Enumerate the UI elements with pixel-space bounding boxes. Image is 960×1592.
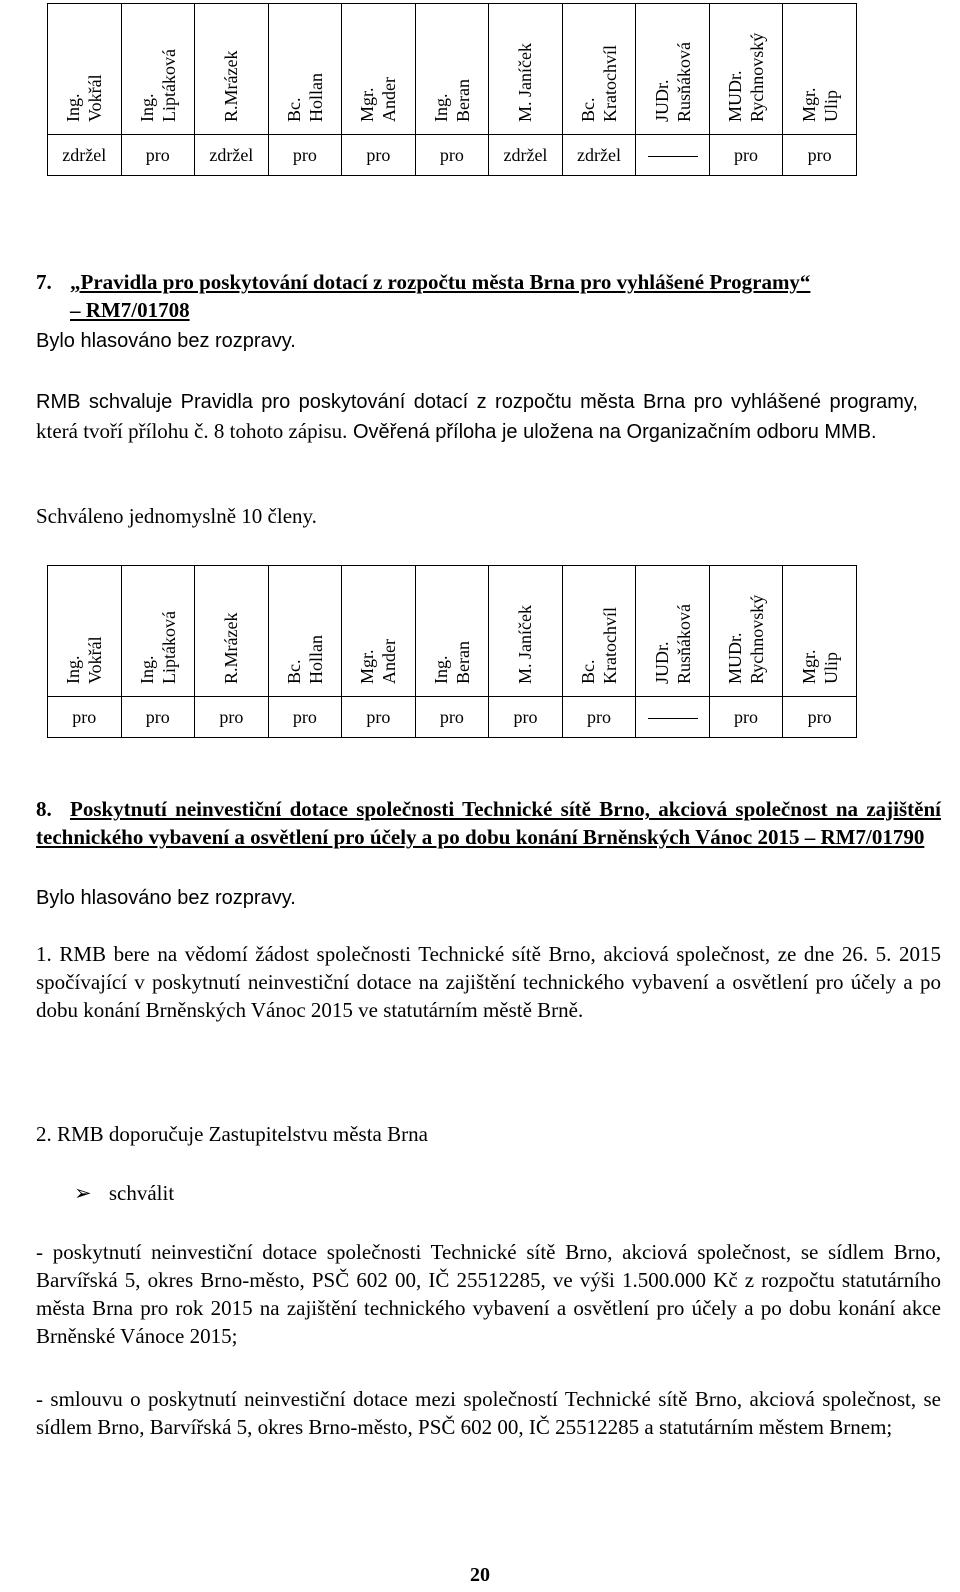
voter-name-part: MUDr. (725, 70, 746, 122)
voter-name-cell (342, 4, 416, 135)
vote-value: pro (709, 697, 783, 738)
item7-resolution-a: RMB schvaluje Pravidla pro poskytování dotací z rozpočtu města Brna pro vyhlášené programy, (36, 391, 918, 413)
vote-value: pro (121, 697, 195, 738)
vote-value: pro (268, 135, 342, 176)
voter-name-cell (636, 566, 710, 697)
vote-table-1 (47, 3, 857, 176)
vote-value: pro (415, 135, 489, 176)
voter-name-part: Ing. (63, 93, 84, 122)
item7-resolution-b: která tvoří přílohu č. 8 tohoto zápisu. (36, 419, 348, 443)
voter-name-part: Ulip (820, 651, 841, 684)
vote-value: pro (783, 697, 857, 738)
vote-value: zdržel (48, 135, 122, 176)
voter-name-cell (121, 566, 195, 697)
voter-name-cell (342, 566, 416, 697)
voter-name-cell (195, 4, 269, 135)
vote-value: zdržel (489, 135, 563, 176)
item8-note: Bylo hlasováno bez rozpravy. (36, 887, 296, 909)
voter-name-part: Liptáková (158, 611, 179, 684)
voter-name-cell (268, 566, 342, 697)
voter-name-part: Ing. (430, 93, 451, 122)
voter-name-cell (783, 566, 857, 697)
voter-name-cell (636, 4, 710, 135)
voter-name-part: Ander (379, 77, 400, 122)
item8-paragraph-2: 2. RMB doporučuje Zastupitelstvu města Brna (36, 1122, 428, 1146)
voter-name-part: Bc. (283, 97, 304, 122)
voter-name-part: Rychnovský (747, 32, 768, 122)
vote-value: pro (48, 697, 122, 738)
item7-note: Bylo hlasováno bez rozpravy. (36, 330, 296, 352)
page-number: 20 (470, 1564, 490, 1586)
voter-name-part: Liptáková (158, 49, 179, 122)
voter-name-cell (562, 566, 636, 697)
voter-name-cell (121, 4, 195, 135)
vote-value: pro (342, 697, 416, 738)
voter-name-part: Bc. (577, 97, 598, 122)
voter-name-part: Rusňáková (673, 42, 694, 122)
item8-title: Poskytnutí neinvestiční dotace společnosti Technické sítě Brno, akciová společnost na zajištění technického vybavení a osvětlení pro účely a po dobu konání Brněnských Vánoc 2015 – RM7/01790 (36, 797, 941, 849)
item7-result: Schváleno jednomyslně 10 členy. (36, 504, 317, 528)
voter-name-part: JUDr. (651, 79, 672, 122)
voter-name-cell (489, 4, 563, 135)
item7-number: 7. (36, 270, 52, 294)
vote-value: pro (709, 135, 783, 176)
vote-value: pro (489, 697, 563, 738)
item8-paragraph-3: - poskytnutí neinvestiční dotace společnosti Technické sítě Brno, akciová společnost, se sídlem Brno, Barvířská 5, okres Brno-město, PSČ 602 00, IČ 25512285, ve výši 1.500.000 Kč z rozpočtu statutárního města Brna pro rok 2015 na zajištění technického vybavení a osvětlení pro účely a po dobu konání akce Brněnské Vánoce 2015; (36, 1240, 941, 1348)
voter-name-part: Beran (452, 641, 473, 684)
vote-table-2 (47, 565, 857, 738)
vote-table-names-row (48, 566, 857, 697)
vote-value: zdržel (562, 135, 636, 176)
voter-name-part: Ing. (136, 93, 157, 122)
voter-name-part: Rusňáková (673, 604, 694, 684)
voter-name-part: Mgr. (798, 87, 819, 122)
vote-value: pro (342, 135, 416, 176)
vote-dash-text (698, 145, 699, 146)
vote-dash (648, 718, 698, 719)
item8-heading (36, 795, 941, 851)
vote-value: pro (121, 135, 195, 176)
item8-bullet (74, 1179, 956, 1207)
voter-name-part: Vokřál (85, 636, 106, 684)
voter-name-part: Hollan (305, 73, 326, 122)
voter-name-part: MUDr. (725, 632, 746, 684)
vote-table-names-row (48, 4, 857, 135)
voter-name-cell (195, 566, 269, 697)
arrow-bullet-icon: ➢ (74, 1181, 92, 1205)
vote-dash (648, 156, 698, 157)
item7-title: „Pravidla pro poskytování dotací z rozpočtu města Brna pro vyhlášené Programy“ (70, 270, 811, 294)
voter-name-part: Ander (379, 639, 400, 684)
voter-name-part: Ulip (820, 89, 841, 122)
voter-name-part: R.Mrázek (221, 50, 242, 122)
voter-name-cell (415, 566, 489, 697)
voter-name-part: M. Janíček (515, 605, 536, 684)
voter-name-cell (489, 566, 563, 697)
voter-name-part: Bc. (577, 659, 598, 684)
item7-resolution (36, 387, 918, 447)
voter-name-cell (709, 566, 783, 697)
item8-paragraph-4: - smlouvu o poskytnutí neinvestiční dotace mezi společností Technické sítě Brno, akciová společnost, se sídlem Brno, Barvířská 5, okres Brno-město, PSČ 602 00, IČ 25512285 a statutárním městem Brnem; (36, 1387, 941, 1439)
voter-name-part: Rychnovský (747, 594, 768, 684)
vote-value: pro (562, 697, 636, 738)
vote-value: zdržel (195, 135, 269, 176)
voter-name-cell (268, 4, 342, 135)
voter-name-part: Beran (452, 79, 473, 122)
vote-value: pro (195, 697, 269, 738)
voter-name-cell (48, 4, 122, 135)
voter-name-part: Bc. (283, 659, 304, 684)
voter-name-part: Ing. (136, 655, 157, 684)
voter-name-part: Hollan (305, 635, 326, 684)
voter-name-part: Ing. (430, 655, 451, 684)
vote-dash-text (698, 707, 699, 708)
voter-name-part: Vokřál (85, 74, 106, 122)
vote-table-votes-row (48, 135, 857, 176)
voter-name-part: Mgr. (798, 649, 819, 684)
vote-value (636, 697, 710, 738)
voter-name-cell (562, 4, 636, 135)
item8-bullet-text: schválit (108, 1181, 175, 1205)
voter-name-part: Mgr. (357, 649, 378, 684)
item7-ref: – RM7/01708 (70, 298, 190, 322)
voter-name-cell (783, 4, 857, 135)
item7-heading (36, 268, 918, 324)
voter-name-part: JUDr. (651, 641, 672, 684)
voter-name-part: M. Janíček (515, 43, 536, 122)
voter-name-cell (709, 4, 783, 135)
voter-name-part: Ing. (63, 655, 84, 684)
voter-name-part: Mgr. (357, 87, 378, 122)
item8-number: 8. (36, 797, 52, 821)
voter-name-part: Kratochvíl (599, 45, 620, 122)
vote-value (636, 135, 710, 176)
vote-value: pro (783, 135, 857, 176)
voter-name-part: R.Mrázek (221, 612, 242, 684)
vote-value: pro (415, 697, 489, 738)
vote-table-votes-row (48, 697, 857, 738)
item7-resolution-c: Ověřená příloha je uložena na Organizačním odboru MMB. (347, 421, 877, 443)
voter-name-cell (48, 566, 122, 697)
voter-name-cell (415, 4, 489, 135)
voter-name-part: Kratochvíl (599, 607, 620, 684)
item8-paragraph-1: 1. RMB bere na vědomí žádost společnosti Technické sítě Brno, akciová společnost, ze dne 26. 5. 2015 spočívající v poskytnutí neinvestiční dotace na zajištění technického vybavení a osvětlení pro účely a po dobu konání Brněnských Vánoc 2015 ve statutárním městě Brně. (36, 942, 941, 1022)
vote-value: pro (268, 697, 342, 738)
